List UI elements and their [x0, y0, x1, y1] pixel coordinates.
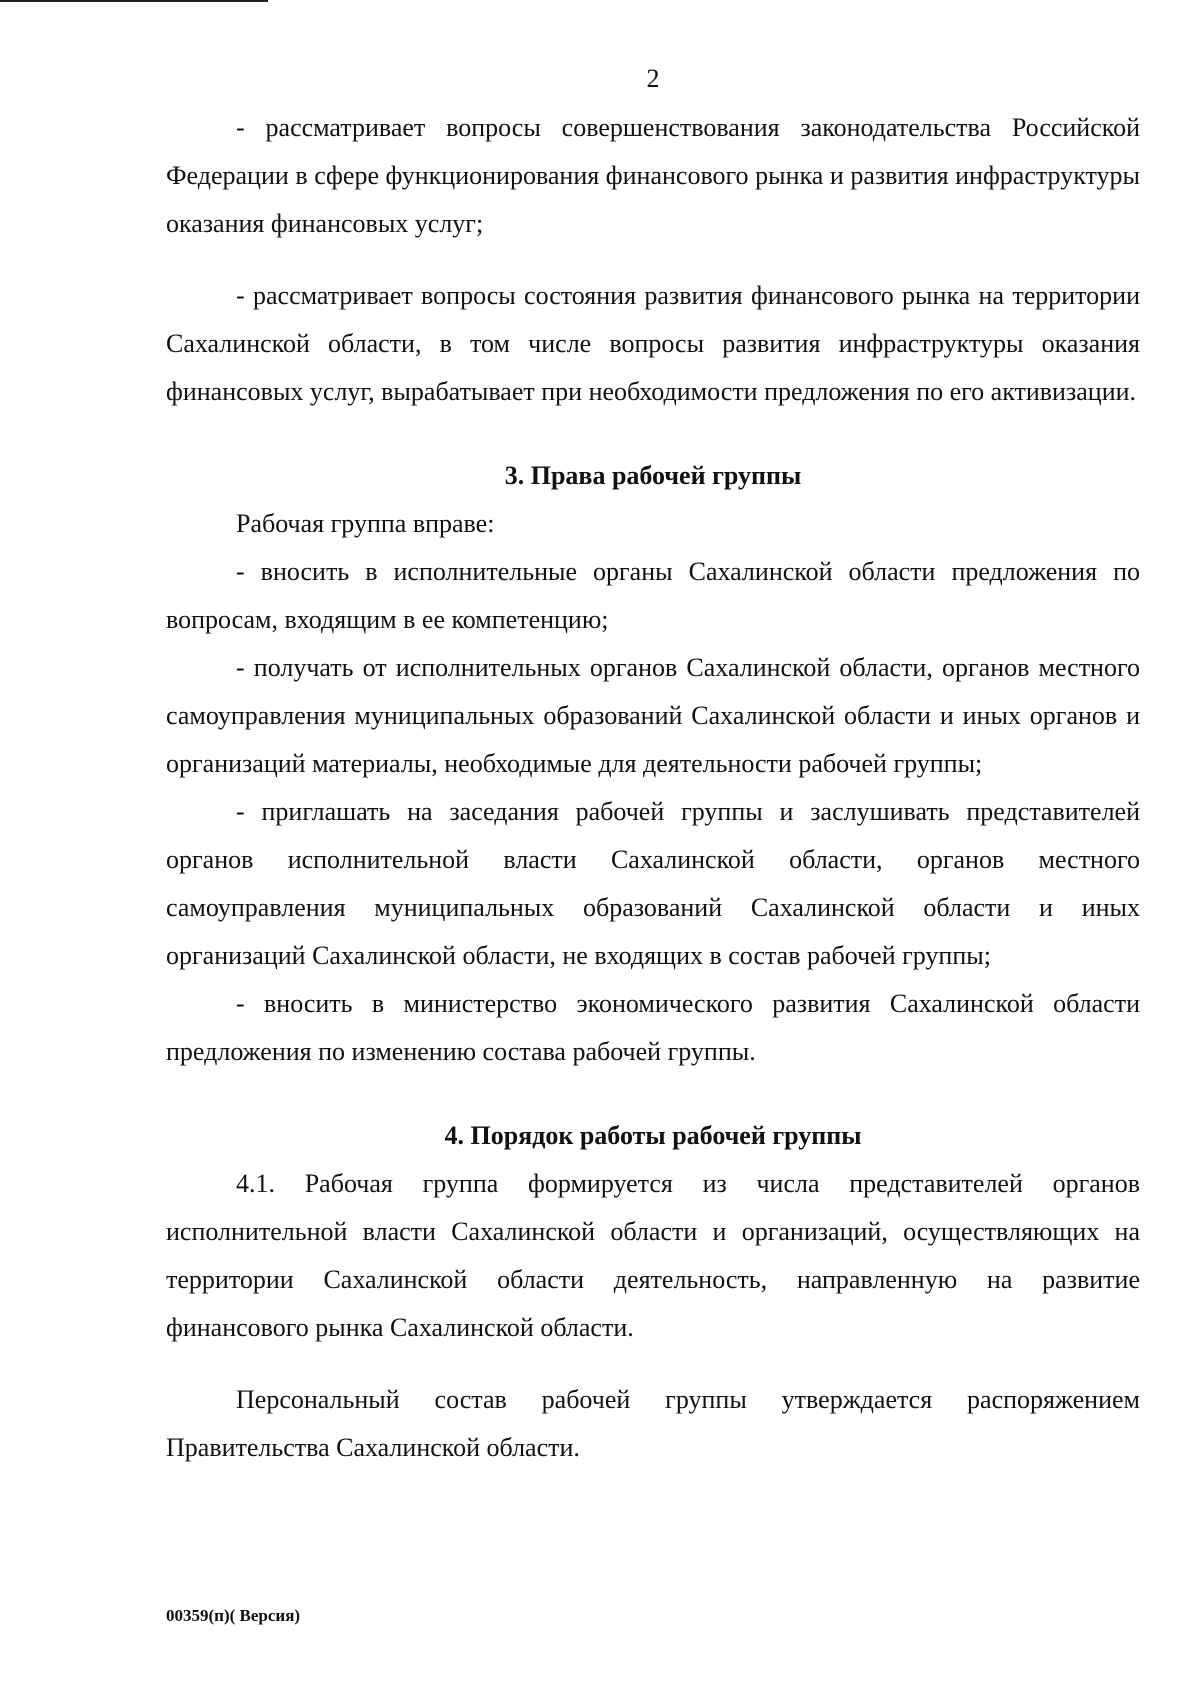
section-3-heading: 3. Права рабочей группы	[504, 461, 802, 490]
paragraph-legislation: - рассматривает вопросы совершенствования законодательства Российской Федерации в сфере функционирования финансового рынка и развития инфраструктуры оказания финансовых услуг;	[166, 113, 1140, 238]
section-4-item: Персональный состав рабочей группы утверждается распоряжением Правительства Сахалинской области.	[166, 1385, 1140, 1462]
section-3-intro: Рабочая группа вправе:	[236, 509, 495, 538]
section-3-item: - вносить в исполнительные органы Сахалинской области предложения по вопросам, входящим в ее компетенцию;	[166, 557, 1140, 634]
section-4-heading: 4. Порядок работы рабочей группы	[444, 1121, 862, 1150]
section-3-item: - вносить в министерство экономического развития Сахалинской области предложения по изменению состава рабочей группы.	[166, 989, 1140, 1066]
section-4-item: 4.1. Рабочая группа формируется из числа представителей органов исполнительной власти Сахалинской области и организаций, осуществляющих на территории Сахалинской области деятельность, направленную на развитие финансового рынка Сахалинской области.	[166, 1169, 1140, 1342]
document-page	[166, 60, 1140, 1472]
footer-document-code: 00359(п)( Версия)	[166, 1606, 301, 1625]
paragraph-market-state: - рассматривает вопросы состояния развития финансового рынка на территории Сахалинской области, в том числе вопросы развития инфраструктуры оказания финансовых услуг, вырабатывает при необходимости предложения по его активизации.	[166, 281, 1140, 406]
section-3-item: - приглашать на заседания рабочей группы и заслушивать представителей органов исполнительной власти Сахалинской области, органов местного самоуправления муниципальных образований Сахалинской области и иных организаций Сахалинской области, не входящих в состав рабочей группы;	[166, 797, 1140, 970]
page-number: 2	[646, 64, 660, 93]
top-edge-rule	[0, 0, 268, 2]
section-3-item: - получать от исполнительных органов Сахалинской области, органов местного самоуправления муниципальных образований Сахалинской области и иных органов и организаций материалы, необходимые для деятельности рабочей группы;	[166, 653, 1140, 778]
